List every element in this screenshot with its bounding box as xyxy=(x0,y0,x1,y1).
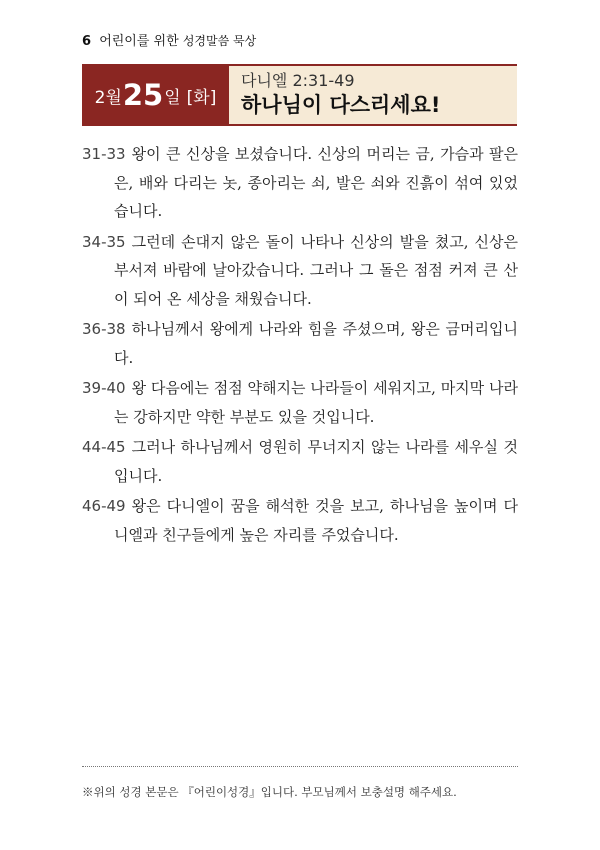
title-block xyxy=(229,66,517,124)
date-day: 25 xyxy=(122,78,164,112)
verse-item xyxy=(82,228,518,314)
verse-number: 36-38 xyxy=(82,320,126,338)
page-number: 6 xyxy=(82,34,92,49)
date-day-unit: 일 xyxy=(164,87,181,108)
verse-text: 하나님께서 왕에게 나라와 힘을 주셨으며, 왕은 금머리입니다. xyxy=(114,320,518,367)
date-month: 2월 xyxy=(94,87,122,108)
verse-item xyxy=(82,492,518,549)
verse-text: 그러나 하나님께서 영원히 무너지지 않는 나라를 세우실 것입니다. xyxy=(114,438,518,485)
scripture-reference: 다니엘 2:31-49 xyxy=(241,71,355,90)
verse-number: 34-35 xyxy=(82,232,126,251)
date-weekday: [화] xyxy=(186,87,217,108)
book-subtitle: 성경말씀 묵상 xyxy=(182,34,257,48)
verse-list xyxy=(82,140,518,551)
verse-item xyxy=(82,140,518,226)
verse-number: 46-49 xyxy=(82,497,126,515)
verse-number: 44-45 xyxy=(82,438,126,456)
book-title: 어린이를 위한 xyxy=(99,34,179,49)
running-head xyxy=(82,30,256,49)
footnote-divider xyxy=(82,766,518,767)
verse-text: 왕은 다니엘이 꿈을 해석한 것을 보고, 하나님을 높이며 다니엘과 친구들에게 높은 자리를 주었습니다. xyxy=(114,497,518,544)
verse-item xyxy=(82,374,518,431)
verse-text: 왕 다음에는 점점 약해지는 나라들이 세워지고, 마지막 나라는 강하지만 약한 부분도 있을 것입니다. xyxy=(114,379,518,426)
verse-text: 왕이 큰 신상을 보셨습니다. 신상의 머리는 금, 가슴과 팔은 은, 배와 다리는 놋, 종아리는 쇠, 발은 쇠와 진흙이 섞여 있었습니다. xyxy=(114,145,518,220)
page-title: 하나님이 다스리세요! xyxy=(241,93,441,117)
verse-item xyxy=(82,433,518,490)
verse-item xyxy=(82,315,518,372)
verse-number: 31-33 xyxy=(82,145,126,163)
devotion-header xyxy=(82,64,517,126)
date-badge xyxy=(82,66,229,124)
verse-number: 39-40 xyxy=(82,379,126,397)
verse-text: 그런데 손대지 않은 돌이 나타나 신상의 발을 쳤고, 신상은 부서져 바람에 날아갔습니다. 그러나 그 돌은 점점 커져 큰 산이 되어 온 세상을 채웠습니다. xyxy=(114,232,518,308)
footnote: ※위의 성경 본문은 『어린이성경』입니다. 부모님께서 보충설명 해주세요. xyxy=(82,785,457,799)
